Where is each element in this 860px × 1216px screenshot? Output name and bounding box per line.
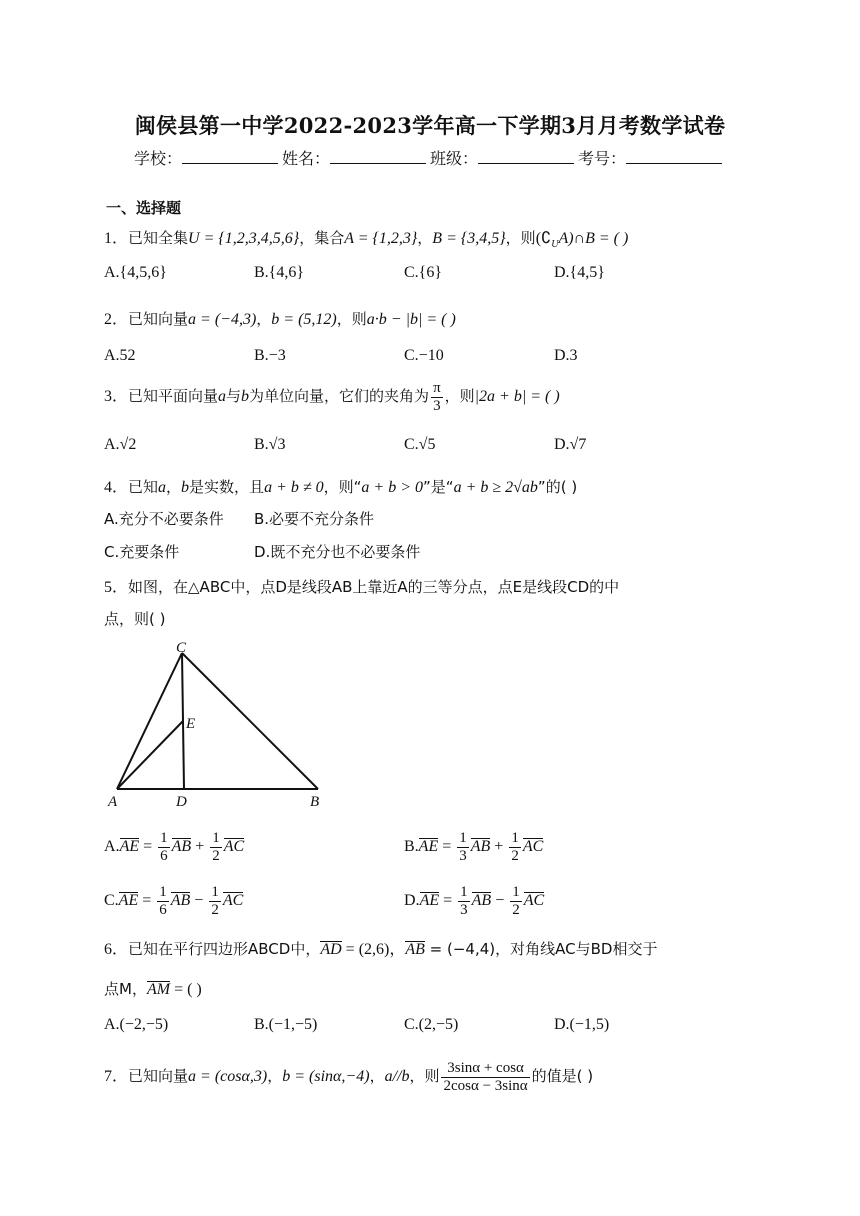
fraction-denominator: 2cosα − 3sinα: [443, 1078, 528, 1094]
question-text: 与: [226, 387, 242, 406]
question-3: [104, 380, 560, 415]
fraction-numerator: 1: [459, 830, 467, 846]
question-number: 6．: [104, 941, 129, 958]
fraction: [509, 830, 521, 865]
equals: =: [138, 892, 156, 910]
question-text: ，: [267, 1067, 283, 1086]
question-text: 已知全集: [128, 229, 189, 247]
math-expr: b = (5,12): [271, 311, 337, 328]
math-expr: a: [218, 388, 227, 406]
label-b: B: [310, 794, 320, 810]
label-d: D: [176, 794, 187, 810]
option-5c[interactable]: [104, 884, 243, 919]
math-expr: b: [181, 479, 190, 496]
question-text: 点M，: [104, 980, 147, 998]
fraction: [510, 884, 522, 919]
question-text: ”的( ): [537, 478, 578, 496]
name-blank[interactable]: [330, 149, 426, 164]
question-number: 2．: [104, 311, 129, 328]
vector-ab: AB: [470, 838, 491, 856]
fraction-numerator: 3sinα + cosα: [441, 1060, 529, 1078]
option-c[interactable]: C.√5: [404, 436, 436, 453]
math-expr: a·b − |b| = ( ): [366, 311, 456, 328]
math-expr: a: [158, 479, 167, 496]
segment-ac: [117, 653, 182, 789]
option-c[interactable]: C.{6}: [404, 264, 443, 281]
option-c[interactable]: C.(2,−5): [404, 1016, 459, 1033]
math-expr: a = (−4,3): [188, 311, 257, 328]
fraction: [210, 830, 222, 865]
fraction-denominator: 2: [512, 902, 520, 918]
segment-ae: [117, 721, 183, 789]
math-expr: a + b ≠ 0: [264, 479, 324, 496]
vector-ab: AB: [170, 892, 191, 910]
fraction: [157, 884, 169, 919]
vector-ac: AC: [222, 892, 244, 910]
question-text-line1: 如图，在△ABC中，点D是线段AB上靠近A的三等分点，点E是线段CD的中: [128, 578, 620, 596]
option-b[interactable]: B.{4,6}: [254, 264, 305, 281]
option-letter: C.: [104, 892, 119, 910]
question-1: [104, 225, 628, 250]
question-text: ，则: [409, 1067, 440, 1086]
label-a: A: [108, 794, 118, 810]
option-letter: D.: [404, 892, 420, 910]
question-2: [104, 306, 456, 329]
math-expr: a//b: [384, 1068, 410, 1086]
question-text: 已知向量: [128, 1067, 189, 1086]
question-text: ，则: [505, 229, 536, 247]
question-number: 4．: [104, 479, 129, 496]
operator: −: [190, 892, 208, 910]
option-a[interactable]: A.充分不必要条件: [104, 510, 224, 528]
vector-ae: AE: [118, 892, 139, 910]
equals: =: [139, 838, 157, 856]
vector-ae: AE: [119, 838, 140, 856]
math-subscript: U: [551, 239, 559, 251]
option-a[interactable]: A.{4,5,6}: [104, 264, 167, 281]
operator: +: [490, 838, 508, 856]
option-c[interactable]: C.充要条件: [104, 543, 180, 561]
option-b[interactable]: B.必要不充分条件: [254, 510, 375, 528]
question-text: ，: [256, 310, 272, 328]
option-a[interactable]: A.(−2,−5): [104, 1016, 169, 1033]
question-6: [104, 936, 657, 959]
math-expr: = (2,6)，: [341, 941, 406, 958]
math-expr: U = {1,2,3,4,5,6}: [188, 230, 300, 247]
question-text: ，: [369, 1067, 385, 1086]
class-label: 班级：: [430, 149, 479, 168]
fraction-numerator: 1: [159, 884, 167, 900]
vector-ab: AB: [471, 892, 492, 910]
question-text: 已知向量: [128, 310, 189, 328]
fraction: [209, 884, 221, 919]
fraction-numerator: 1: [212, 830, 220, 846]
operator: −: [491, 892, 509, 910]
vector-ac: AC: [523, 892, 545, 910]
section-title: 一、选择题: [106, 199, 182, 217]
question-text: 的值是( ): [531, 1067, 594, 1086]
fraction-numerator: 1: [460, 884, 468, 900]
vector-ac: AC: [522, 838, 544, 856]
option-d[interactable]: D.既不充分也不必要条件: [254, 543, 421, 561]
question-6-line2: [104, 978, 202, 999]
question-text-line2: 点，则( ): [104, 610, 166, 628]
math-expr: a + b ≥ 2√ab: [453, 479, 538, 496]
fraction: [158, 830, 170, 865]
vector-ac: AC: [223, 838, 245, 856]
math-expr: = ( ): [170, 981, 202, 998]
option-b[interactable]: B.(−1,−5): [254, 1016, 318, 1033]
question-4: [104, 474, 577, 497]
question-number: 5．: [104, 579, 129, 596]
math-expr: a + b > 0: [361, 479, 424, 496]
question-text: 已知: [128, 478, 159, 496]
vector-am: AM: [146, 981, 171, 998]
question-5: [104, 574, 619, 597]
equals: =: [438, 838, 456, 856]
fraction-denominator: 3: [459, 848, 467, 864]
school-label: 学校：: [133, 149, 182, 168]
label-e: E: [186, 716, 196, 732]
number-label: 考号：: [578, 149, 627, 168]
fraction: [441, 1060, 529, 1095]
question-text: = (−4,4)，对角线AC与BD相交于: [424, 940, 658, 958]
label-c: C: [176, 640, 187, 656]
fraction-denominator: 2: [212, 848, 220, 864]
question-text: ，集合: [299, 229, 345, 247]
question-text: ，则: [444, 387, 475, 406]
math-expr: B = {3,4,5}: [432, 230, 506, 247]
question-text: ，则“: [323, 478, 362, 496]
fraction-denominator: 3: [460, 902, 468, 918]
math-expr: A)∩B = ( ): [558, 230, 629, 247]
option-5b[interactable]: [404, 830, 543, 865]
question-7: [104, 1060, 593, 1095]
equals: =: [439, 892, 457, 910]
segment-cb: [182, 653, 318, 789]
option-d[interactable]: D.(−1,5): [554, 1016, 610, 1033]
option-letter: B.: [404, 838, 419, 856]
fraction-denominator: 2: [211, 902, 219, 918]
fraction-numerator: 1: [160, 830, 168, 846]
option-letter: A.: [104, 838, 120, 856]
question-number: 1．: [104, 230, 129, 247]
question-text: 是实数，且: [189, 478, 265, 496]
question-text: ，: [417, 229, 433, 247]
option-5a[interactable]: [104, 830, 244, 865]
student-info-line: [0, 146, 860, 169]
fraction-denominator: 3: [433, 398, 441, 414]
question-5-line2: [104, 608, 165, 629]
option-d[interactable]: D.3: [554, 347, 578, 364]
fraction: [458, 884, 470, 919]
vector-ab: AB: [405, 941, 425, 958]
class-blank[interactable]: [478, 149, 574, 164]
math-expr: A = {1,2,3}: [344, 230, 418, 247]
math-expr: a = (cosα,3): [188, 1068, 268, 1086]
question-text: ”是“: [423, 478, 454, 496]
exam-title: 闽侯县第一中学2022-2023学年高一下学期3月月考数学试卷: [134, 113, 726, 138]
question-number: 3．: [104, 388, 129, 406]
math-expr: (∁: [535, 230, 552, 247]
question-text: 已知在平行四边形ABCD中，: [128, 940, 321, 958]
option-c[interactable]: C.−10: [404, 347, 444, 364]
question-text: ，: [166, 478, 182, 496]
fraction-numerator: 1: [512, 884, 520, 900]
vector-ad: AD: [320, 941, 342, 958]
option-b[interactable]: B.√3: [254, 436, 286, 453]
fraction: [457, 830, 469, 865]
fraction-numerator: 1: [211, 884, 219, 900]
option-a[interactable]: A.√2: [104, 436, 137, 453]
vector-ab: AB: [171, 838, 192, 856]
vector-ae: AE: [418, 838, 439, 856]
fraction-denominator: 6: [160, 848, 168, 864]
question-text: 已知平面向量: [128, 387, 219, 406]
option-5d[interactable]: [404, 884, 544, 919]
question-number: 7．: [104, 1068, 129, 1086]
fraction: [431, 380, 443, 415]
fraction-denominator: 2: [511, 848, 519, 864]
school-blank[interactable]: [182, 149, 278, 164]
question-text: ，则: [336, 310, 367, 328]
operator: +: [191, 838, 209, 856]
name-label: 姓名：: [281, 149, 330, 168]
option-d[interactable]: D.√7: [554, 436, 587, 453]
fraction-numerator: 1: [511, 830, 519, 846]
math-expr: b = (sinα,−4): [282, 1068, 370, 1086]
triangle-lines: [117, 653, 318, 789]
option-a[interactable]: A.52: [104, 347, 136, 364]
math-expr: b: [241, 388, 250, 406]
triangle-figure: [100, 638, 340, 812]
number-blank[interactable]: [626, 149, 722, 164]
vector-ae: AE: [419, 892, 440, 910]
fraction-numerator: π: [433, 380, 441, 396]
option-d[interactable]: D.{4,5}: [554, 264, 605, 281]
fraction-denominator: 6: [159, 902, 167, 918]
math-expr: |2a + b| = ( ): [474, 388, 560, 406]
question-text: 为单位向量，它们的夹角为: [249, 387, 430, 406]
option-b[interactable]: B.−3: [254, 347, 286, 364]
